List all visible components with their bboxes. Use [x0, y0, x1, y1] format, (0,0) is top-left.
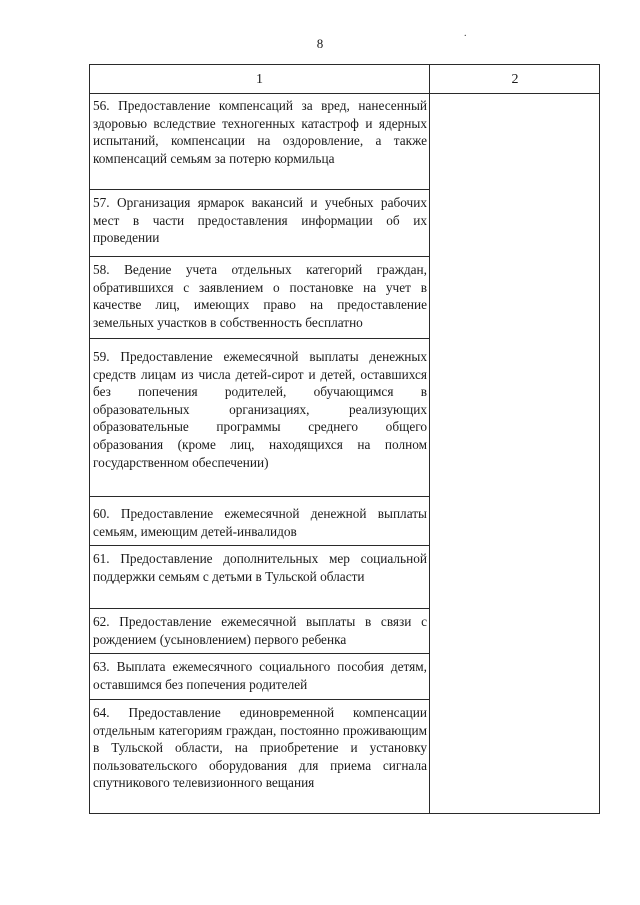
column-divider [429, 65, 430, 813]
table-row: 61. Предоставление дополнительных мер социальной поддержки семьям с детьми в Тульской области [90, 547, 429, 609]
table-row: 60. Предоставление ежемесячной денежной выплаты семьям, имеющим детей-инвалидов [90, 502, 429, 546]
table-row: 64. Предоставление единовременной компенсации отдельным категориям граждан, постоянно проживающим в Тульской области, на приобретение и установку пользовательского оборудования для приема сигнала спутникового телевизионного вещания [93, 705, 427, 791]
table-row: 58. Ведение учета отдельных категорий граждан, обратившихся с заявлением о постановке на учет в качестве лиц, имеющих право на предоставление земельных участков в собственность бесплатно [90, 258, 429, 339]
table-row: 57. Организация ярмарок вакансий и учебных рабочих мест в части предоставления информации об их проведении [90, 191, 429, 257]
table-row: 62. Предоставление ежемесячной выплаты в связи с рождением (усыновлением) первого ребенка [90, 610, 429, 654]
table-row: 63. Выплата ежемесячного социального пособия детям, оставшимся без попечения родителей [90, 655, 429, 700]
table-row: 56. Предоставление компенсаций за вред, нанесенный здоровью вследствие техногенных катастроф и ядерных испытаний, компенсации на оздоровление, а также компенсаций семьям за потерю кормильца [90, 94, 429, 190]
services-table [89, 64, 600, 814]
page-number: 8 [316, 36, 324, 51]
table-row: 59. Предоставление ежемесячной выплаты денежных средств лицам из числа детей-сирот и детей, оставшихся без попечения родителей, обучающимся в образовательных организациях, реализующих образовательные программы среднего общего образования (кроме лиц, находящихся на полном государственном обеспечении) [90, 345, 429, 497]
column-header-1: 1 [256, 72, 263, 87]
scan-mark: . [464, 28, 467, 39]
column-header-2: 2 [511, 72, 519, 87]
